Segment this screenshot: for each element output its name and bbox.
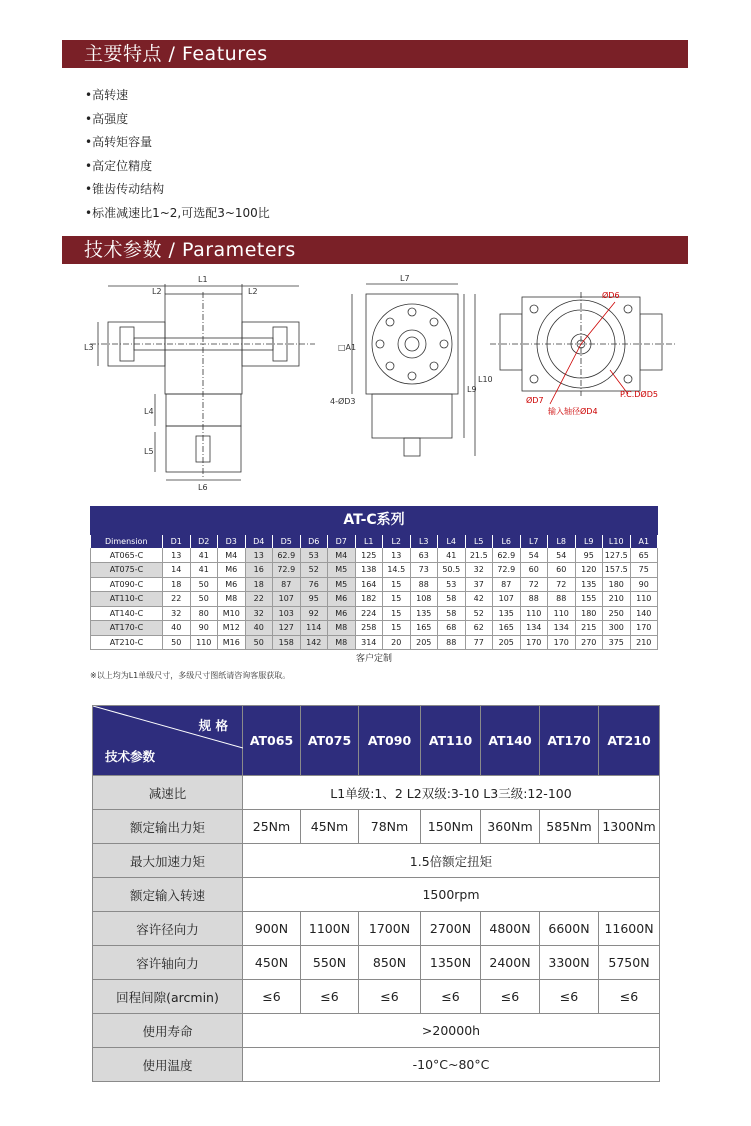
dimension-value-cell: 77 bbox=[465, 635, 493, 650]
dimension-value-cell: 135 bbox=[410, 606, 438, 621]
dimension-value-cell: 14.5 bbox=[383, 563, 411, 578]
parameter-row bbox=[93, 776, 660, 810]
dimension-value-cell: 142 bbox=[300, 635, 328, 650]
dimension-value-cell: 127.5 bbox=[603, 548, 631, 563]
dimension-value-cell: M6 bbox=[328, 606, 356, 621]
parameter-value: 585Nm bbox=[540, 810, 599, 844]
dim-label: L7 bbox=[400, 274, 410, 283]
dimension-value-cell: 158 bbox=[273, 635, 301, 650]
dimension-value-cell: 73 bbox=[410, 563, 438, 578]
dimension-value-cell: 13 bbox=[383, 548, 411, 563]
dimension-value-cell: 54 bbox=[520, 548, 548, 563]
dimension-value-cell: M4 bbox=[328, 548, 356, 563]
parameter-value: ≤6 bbox=[540, 980, 599, 1014]
dimension-model-cell: AT090-C bbox=[91, 577, 163, 592]
dimension-value-cell: 50 bbox=[190, 592, 218, 607]
dimension-value-cell: 15 bbox=[383, 621, 411, 636]
parameter-value: ≤6 bbox=[243, 980, 301, 1014]
dimension-value-cell: 50 bbox=[245, 635, 273, 650]
feature-list bbox=[85, 84, 270, 225]
parameter-table bbox=[92, 705, 660, 1082]
dimension-table-title: AT-C系列 bbox=[90, 506, 658, 535]
dim-label: ØD7 bbox=[526, 396, 544, 405]
parameter-value: 150Nm bbox=[421, 810, 481, 844]
parameter-span-value: L1单级:1、2 L2双级:3-10 L3三级:12-100 bbox=[243, 776, 660, 810]
dimension-value-cell: 41 bbox=[190, 548, 218, 563]
dimension-value-cell: 110 bbox=[190, 635, 218, 650]
corner-spec-label: 规 格 bbox=[198, 718, 228, 733]
parameter-value: ≤6 bbox=[481, 980, 540, 1014]
dimension-value-cell: M6 bbox=[328, 592, 356, 607]
dimension-col-header: L6 bbox=[493, 535, 521, 548]
dimension-footer: 客户定制 bbox=[355, 653, 392, 664]
dimension-col-header: L7 bbox=[520, 535, 548, 548]
parameter-value: ≤6 bbox=[421, 980, 481, 1014]
parameter-value: 78Nm bbox=[359, 810, 421, 844]
parameter-value: ≤6 bbox=[359, 980, 421, 1014]
feature-item: •锥齿传动结构 bbox=[85, 182, 165, 196]
dim-label: L4 bbox=[144, 407, 154, 416]
dimension-col-header: L4 bbox=[438, 535, 466, 548]
dimension-value-cell: 42 bbox=[465, 592, 493, 607]
dim-label: L10 bbox=[478, 375, 493, 384]
dimension-model-cell: AT210-C bbox=[91, 635, 163, 650]
dimension-value-cell: 107 bbox=[493, 592, 521, 607]
parameter-value: 550N bbox=[301, 946, 359, 980]
dimension-value-cell: 60 bbox=[520, 563, 548, 578]
dimension-row bbox=[91, 548, 658, 563]
dimension-value-cell: 138 bbox=[355, 563, 383, 578]
parameter-row bbox=[93, 980, 660, 1014]
dimension-value-cell: 165 bbox=[410, 621, 438, 636]
dimension-value-cell: 127 bbox=[273, 621, 301, 636]
dimension-value-cell: 88 bbox=[520, 592, 548, 607]
dimension-value-cell: 107 bbox=[273, 592, 301, 607]
dimension-note: ※以上均为L1单级尺寸，多级尺寸图纸请咨询客服获取。 bbox=[90, 671, 291, 680]
dimension-value-cell: 88 bbox=[438, 635, 466, 650]
parameter-label: 回程间隙(arcmin) bbox=[93, 980, 243, 1014]
parameter-label: 使用温度 bbox=[93, 1048, 243, 1082]
dimension-value-cell: 72 bbox=[548, 577, 576, 592]
parameter-value: ≤6 bbox=[301, 980, 359, 1014]
parameter-row bbox=[93, 844, 660, 878]
dimension-value-cell: 13 bbox=[245, 548, 273, 563]
parameter-label: 最大加速力矩 bbox=[93, 844, 243, 878]
dimension-value-cell: 21.5 bbox=[465, 548, 493, 563]
dimension-value-cell: 165 bbox=[493, 621, 521, 636]
parameter-row bbox=[93, 912, 660, 946]
parameter-span-value: >20000h bbox=[243, 1014, 660, 1048]
dimension-value-cell: 41 bbox=[438, 548, 466, 563]
parameter-span-value: 1.5倍额定扭矩 bbox=[243, 844, 660, 878]
dimension-value-cell: 90 bbox=[190, 621, 218, 636]
parameter-value: 4800N bbox=[481, 912, 540, 946]
parameter-label: 使用寿命 bbox=[93, 1014, 243, 1048]
dimension-value-cell: 88 bbox=[410, 577, 438, 592]
dimension-col-header: D5 bbox=[273, 535, 301, 548]
feature-item: •高转速 bbox=[85, 88, 129, 102]
dimension-value-cell: 110 bbox=[630, 592, 658, 607]
features-header: 主要特点 / Features bbox=[62, 40, 688, 68]
dimension-value-cell: 164 bbox=[355, 577, 383, 592]
model-header: AT065 bbox=[243, 706, 301, 776]
model-header: AT140 bbox=[481, 706, 540, 776]
dimension-value-cell: 15 bbox=[383, 606, 411, 621]
parameter-row bbox=[93, 1048, 660, 1082]
dimension-model-cell: AT075-C bbox=[91, 563, 163, 578]
dimension-value-cell: 18 bbox=[245, 577, 273, 592]
dimension-col-header: L10 bbox=[603, 535, 631, 548]
dimension-col-header: D2 bbox=[190, 535, 218, 548]
dimension-value-cell: 65 bbox=[630, 548, 658, 563]
dimension-value-cell: 205 bbox=[493, 635, 521, 650]
parameters-header: 技术参数 / Parameters bbox=[62, 236, 688, 264]
dimension-col-header: D7 bbox=[328, 535, 356, 548]
parameter-value: 2700N bbox=[421, 912, 481, 946]
dimension-value-cell: 41 bbox=[190, 563, 218, 578]
parameter-value: 1700N bbox=[359, 912, 421, 946]
dimension-value-cell: 76 bbox=[300, 577, 328, 592]
dimension-value-cell: 32 bbox=[163, 606, 191, 621]
dimension-value-cell: 110 bbox=[548, 606, 576, 621]
dimension-value-cell: 72 bbox=[520, 577, 548, 592]
dimension-value-cell: 170 bbox=[548, 635, 576, 650]
dimension-value-cell: 14 bbox=[163, 563, 191, 578]
dim-label: L1 bbox=[198, 275, 208, 284]
dim-label: L6 bbox=[198, 483, 208, 492]
technical-drawings bbox=[80, 272, 680, 502]
dimension-value-cell: 120 bbox=[575, 563, 603, 578]
dimension-value-cell: 103 bbox=[273, 606, 301, 621]
dimension-col-header: D4 bbox=[245, 535, 273, 548]
feature-item: •高转矩容量 bbox=[85, 135, 153, 149]
dimension-value-cell: 210 bbox=[603, 592, 631, 607]
parameter-row bbox=[93, 810, 660, 844]
dimension-value-cell: 22 bbox=[163, 592, 191, 607]
dimension-value-cell: 87 bbox=[493, 577, 521, 592]
dimension-grid bbox=[90, 535, 658, 664]
front-view-drawing bbox=[90, 284, 315, 480]
dimension-value-cell: 155 bbox=[575, 592, 603, 607]
dimension-value-cell: 224 bbox=[355, 606, 383, 621]
dimension-value-cell: 157.5 bbox=[603, 563, 631, 578]
dimension-value-cell: 50 bbox=[190, 577, 218, 592]
dimension-value-cell: 182 bbox=[355, 592, 383, 607]
parameter-table-corner bbox=[93, 706, 243, 776]
dimension-value-cell: 125 bbox=[355, 548, 383, 563]
dimension-value-cell: M16 bbox=[218, 635, 246, 650]
dimension-value-cell: M10 bbox=[218, 606, 246, 621]
dimension-value-cell: 22 bbox=[245, 592, 273, 607]
parameter-value: 5750N bbox=[599, 946, 660, 980]
dimension-row bbox=[91, 635, 658, 650]
dimension-value-cell: 40 bbox=[163, 621, 191, 636]
dimension-col-header: L3 bbox=[410, 535, 438, 548]
dimension-value-cell: 13 bbox=[163, 548, 191, 563]
dimension-value-cell: 250 bbox=[603, 606, 631, 621]
dimension-value-cell: 15 bbox=[383, 577, 411, 592]
dimension-value-cell: 50.5 bbox=[438, 563, 466, 578]
dimension-row bbox=[91, 577, 658, 592]
parameter-value: 45Nm bbox=[301, 810, 359, 844]
dimension-value-cell: 87 bbox=[273, 577, 301, 592]
parameter-value: 6600N bbox=[540, 912, 599, 946]
dimension-col-header: L2 bbox=[383, 535, 411, 548]
parameter-row bbox=[93, 1014, 660, 1048]
dimension-value-cell: 62.9 bbox=[273, 548, 301, 563]
dimension-value-cell: 37 bbox=[465, 577, 493, 592]
dimension-col-header: Dimension bbox=[91, 535, 163, 548]
parameter-value: 360Nm bbox=[481, 810, 540, 844]
parameter-value: 1350N bbox=[421, 946, 481, 980]
dimension-value-cell: M4 bbox=[218, 548, 246, 563]
feature-item: •高定位精度 bbox=[85, 158, 153, 173]
dimension-value-cell: 95 bbox=[575, 548, 603, 563]
dimension-value-cell: 15 bbox=[383, 592, 411, 607]
dimension-value-cell: 53 bbox=[438, 577, 466, 592]
dim-label: ØD6 bbox=[602, 291, 620, 300]
dimension-value-cell: 18 bbox=[163, 577, 191, 592]
dimension-value-cell: 90 bbox=[630, 577, 658, 592]
dimension-value-cell: 180 bbox=[603, 577, 631, 592]
dimension-value-cell: 62.9 bbox=[493, 548, 521, 563]
top-view-drawing bbox=[490, 292, 675, 404]
dimension-col-header: L8 bbox=[548, 535, 576, 548]
model-header: AT210 bbox=[599, 706, 660, 776]
dimension-value-cell: 140 bbox=[630, 606, 658, 621]
feature-item: •标准减速比1~2,可选配3~100比 bbox=[85, 205, 270, 220]
corner-param-label: 技术参数 bbox=[105, 749, 156, 764]
dimension-value-cell: M8 bbox=[328, 635, 356, 650]
dimension-value-cell: 32 bbox=[465, 563, 493, 578]
parameter-value: 450N bbox=[243, 946, 301, 980]
dimension-value-cell: 54 bbox=[548, 548, 576, 563]
parameter-value: 25Nm bbox=[243, 810, 301, 844]
dim-label: L2 bbox=[248, 287, 258, 296]
dimension-value-cell: 52 bbox=[300, 563, 328, 578]
dimension-value-cell: 314 bbox=[355, 635, 383, 650]
dimension-value-cell: M8 bbox=[328, 621, 356, 636]
model-header: AT075 bbox=[301, 706, 359, 776]
dimension-value-cell: 258 bbox=[355, 621, 383, 636]
dimension-value-cell: 20 bbox=[383, 635, 411, 650]
dimension-value-cell: 205 bbox=[410, 635, 438, 650]
parameter-value: 11600N bbox=[599, 912, 660, 946]
dimension-value-cell: 68 bbox=[438, 621, 466, 636]
dim-label: 4-ØD3 bbox=[330, 397, 356, 406]
parameter-value: ≤6 bbox=[599, 980, 660, 1014]
parameter-row bbox=[93, 946, 660, 980]
dimension-value-cell: M5 bbox=[328, 577, 356, 592]
dimension-value-cell: 53 bbox=[300, 548, 328, 563]
dimension-value-cell: 114 bbox=[300, 621, 328, 636]
dimension-value-cell: 95 bbox=[300, 592, 328, 607]
dimension-value-cell: 63 bbox=[410, 548, 438, 563]
dimension-value-cell: 32 bbox=[245, 606, 273, 621]
parameter-value: 3300N bbox=[540, 946, 599, 980]
dimension-value-cell: 375 bbox=[603, 635, 631, 650]
parameter-label: 减速比 bbox=[93, 776, 243, 810]
dimension-value-cell: 16 bbox=[245, 563, 273, 578]
dimension-value-cell: 60 bbox=[548, 563, 576, 578]
dimension-col-header: D3 bbox=[218, 535, 246, 548]
dimension-col-header: D6 bbox=[300, 535, 328, 548]
dimension-value-cell: 58 bbox=[438, 592, 466, 607]
feature-item: •高强度 bbox=[85, 111, 129, 126]
dimension-col-header: L5 bbox=[465, 535, 493, 548]
dimension-model-cell: AT065-C bbox=[91, 548, 163, 563]
parameter-label: 容许径向力 bbox=[93, 912, 243, 946]
dimension-value-cell: 170 bbox=[630, 621, 658, 636]
dimension-value-cell: 134 bbox=[548, 621, 576, 636]
dim-label: L2 bbox=[152, 287, 162, 296]
model-header: AT090 bbox=[359, 706, 421, 776]
dimension-value-cell: 170 bbox=[520, 635, 548, 650]
parameter-value: 1100N bbox=[301, 912, 359, 946]
dimension-row bbox=[91, 563, 658, 578]
dimension-value-cell: 270 bbox=[575, 635, 603, 650]
model-header: AT170 bbox=[540, 706, 599, 776]
dimension-value-cell: 92 bbox=[300, 606, 328, 621]
dimension-model-cell: AT170-C bbox=[91, 621, 163, 636]
parameter-value: 2400N bbox=[481, 946, 540, 980]
parameter-span-value: 1500rpm bbox=[243, 878, 660, 912]
dimension-value-cell: 134 bbox=[520, 621, 548, 636]
dimension-value-cell: 88 bbox=[548, 592, 576, 607]
dimension-value-cell: 75 bbox=[630, 563, 658, 578]
dimension-col-header: L1 bbox=[355, 535, 383, 548]
parameter-value: 900N bbox=[243, 912, 301, 946]
dimension-value-cell: 58 bbox=[438, 606, 466, 621]
dimension-value-cell: M6 bbox=[218, 563, 246, 578]
dimension-row bbox=[91, 592, 658, 607]
dimension-value-cell: 135 bbox=[575, 577, 603, 592]
dimension-value-cell: 52 bbox=[465, 606, 493, 621]
dimension-model-cell: AT110-C bbox=[91, 592, 163, 607]
dimension-value-cell: M5 bbox=[328, 563, 356, 578]
dimension-value-cell: 108 bbox=[410, 592, 438, 607]
dimension-value-cell: M12 bbox=[218, 621, 246, 636]
dimension-value-cell: 72.9 bbox=[273, 563, 301, 578]
dimension-value-cell: 135 bbox=[493, 606, 521, 621]
dimension-value-cell: 40 bbox=[245, 621, 273, 636]
dimension-col-header: A1 bbox=[630, 535, 658, 548]
dimension-value-cell: 62 bbox=[465, 621, 493, 636]
side-view-drawing bbox=[352, 284, 475, 456]
dimension-header-row bbox=[91, 535, 658, 548]
parameter-label: 额定输入转速 bbox=[93, 878, 243, 912]
dim-label: L3 bbox=[84, 343, 94, 352]
dimension-value-cell: 72.9 bbox=[493, 563, 521, 578]
dimension-value-cell: 180 bbox=[575, 606, 603, 621]
dimension-value-cell: 80 bbox=[190, 606, 218, 621]
dimension-table bbox=[90, 506, 658, 664]
dimension-model-cell: AT140-C bbox=[91, 606, 163, 621]
parameter-value: 1300Nm bbox=[599, 810, 660, 844]
dimension-value-cell: 215 bbox=[575, 621, 603, 636]
model-header: AT110 bbox=[421, 706, 481, 776]
dim-label: L5 bbox=[144, 447, 154, 456]
dimension-value-cell: M6 bbox=[218, 577, 246, 592]
dimension-value-cell: 110 bbox=[520, 606, 548, 621]
parameter-row bbox=[93, 878, 660, 912]
parameter-label: 容许轴向力 bbox=[93, 946, 243, 980]
dimension-value-cell: M8 bbox=[218, 592, 246, 607]
dimension-row bbox=[91, 606, 658, 621]
parameter-label: 额定输出力矩 bbox=[93, 810, 243, 844]
dim-label: L9 bbox=[467, 385, 477, 394]
dim-label: 输入轴径ØD4 bbox=[548, 407, 598, 416]
dim-label: P.C.DØD5 bbox=[620, 390, 658, 399]
dimension-row bbox=[91, 621, 658, 636]
dim-label: □A1 bbox=[338, 343, 357, 352]
dimension-value-cell: 210 bbox=[630, 635, 658, 650]
parameter-span-value: -10°C~80°C bbox=[243, 1048, 660, 1082]
dimension-col-header: D1 bbox=[163, 535, 191, 548]
dimension-col-header: L9 bbox=[575, 535, 603, 548]
dimension-value-cell: 300 bbox=[603, 621, 631, 636]
dimension-value-cell: 50 bbox=[163, 635, 191, 650]
parameter-value: 850N bbox=[359, 946, 421, 980]
